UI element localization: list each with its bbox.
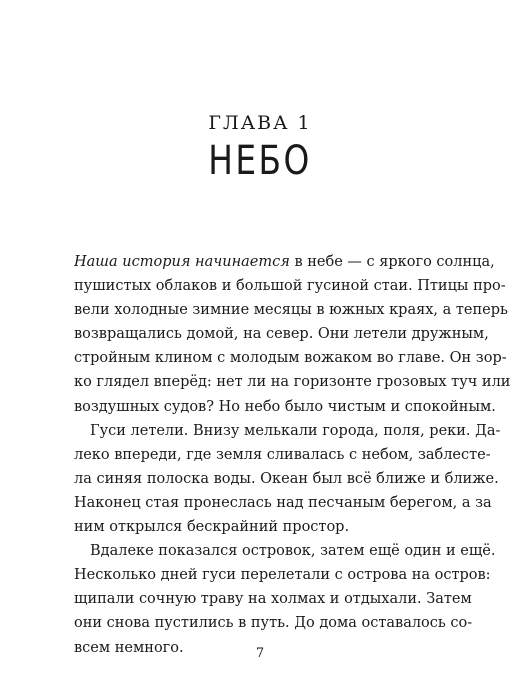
text-line: возвращались домой, на север. Они летели дружным, <box>74 326 489 343</box>
text-line: леко впереди, где земля сливалась с небом, заблесте- <box>74 446 491 463</box>
text-line: вели холодные зимние месяцы в южных краях, а теперь <box>74 302 508 319</box>
text-line: щипали сочную траву на холмах и отдыхали. Затем <box>74 591 472 608</box>
text-line: ним открылся бескрайний простор. <box>74 519 350 536</box>
text-line: всем немного. <box>74 639 184 656</box>
text-line: ко глядел вперёд: нет ли на горизонте грозовых туч или <box>74 374 511 391</box>
chapter-title: НЕБО <box>208 138 312 184</box>
text-line: Наконец стая пронеслась над песчаным берегом, а за <box>74 494 492 511</box>
italic-lead: Наша история начинается <box>74 254 290 270</box>
page-number: 7 <box>255 646 265 661</box>
text-line: Несколько дней гуси перелетали с острова на остров: <box>74 567 491 584</box>
text-line: ла синяя полоска воды. Океан был всё ближе и ближе. <box>74 470 499 487</box>
text-line: Гуси летели. Внизу мелькали города, поля, реки. Да- <box>90 422 501 439</box>
text-line: пушистых облаков и большой гусиной стаи. Птицы про- <box>74 278 506 295</box>
text-line: Вдалеке показался островок, затем ещё один и ещё. <box>90 543 496 560</box>
text-line: Наша история начинается в небе — с яркого солнца, <box>74 254 495 270</box>
text-line: воздушных судов? Но небо было чистым и спокойным. <box>74 398 496 415</box>
text-line: они снова пустились в путь. До дома оставалось со- <box>74 615 473 632</box>
body-text <box>74 250 511 660</box>
text-line: стройным клином с молодым вожаком во главе. Он зор- <box>74 350 507 367</box>
chapter-label: ГЛАВА 1 <box>208 112 312 134</box>
